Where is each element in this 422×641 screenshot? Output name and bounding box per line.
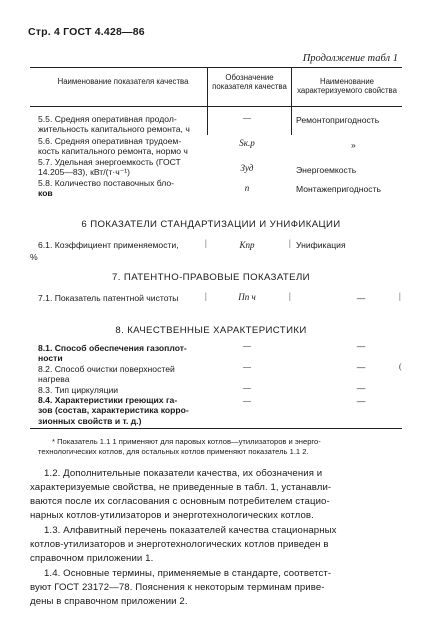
row-6-1-property: Унификация — [296, 240, 346, 250]
row-5-8-property: Монтажепригодность — [296, 184, 381, 194]
row-8-2-property: — — [356, 362, 366, 372]
row-7-1-property: — — [356, 293, 366, 303]
section-6-title: 6 ПОКАЗАТЕЛИ СТАНДАРТИЗАЦИИ И УНИФИКАЦИИ — [81, 219, 341, 230]
row-8-3-symbol: — — [242, 383, 251, 393]
row-6-1-bar-left: | — [205, 238, 207, 248]
row-7-1-name: 7.1. Показатель патентной чистоты — [38, 293, 179, 303]
row-7-1-bar-edge: | — [399, 291, 401, 301]
paragraph-1-3: 1.3. Алфавитный перечень показателей качества стационарных котлов-утилизаторов и энерготехнологических котлов приведен в справочном приложении 1. — [30, 525, 337, 564]
row-6-1-symbol: Кпр — [239, 240, 255, 250]
row-5-6-symbol: Sк.р — [239, 138, 255, 148]
row-6-1-unit: % — [30, 252, 38, 262]
column-header-name: Наименование показателя качества — [57, 77, 189, 86]
row-8-4-symbol: — — [242, 396, 251, 406]
row-5-8-name: 5.8. Количество поставочных бло- ков — [38, 178, 175, 199]
row-5-6-name: 5.6. Средняя оперативная трудоем- кость капитального ремонта, нормо ч — [38, 136, 188, 157]
paragraph-1-2: 1.2. Дополнительные показатели качества, их обозначения и характеризуемые свойства, не приведенные в табл. 1, устанавли- ваются после их согласования с основным потребителем стацио- нарных котлов-утилизаторов и энерготехнологических котлов. — [30, 468, 332, 521]
row-5-6-property: » — [351, 140, 356, 150]
table-bottom-rule — [30, 428, 402, 429]
row-8-2-symbol: — — [242, 362, 251, 372]
row-5-7-property: Энергоемкость — [296, 165, 357, 175]
row-5-5-property: Ремонтопригодность — [296, 115, 380, 125]
row-8-3-property: — — [356, 383, 366, 393]
row-6-1-bar-right: | — [289, 238, 291, 248]
row-5-7-name: 5.7. Удельная энергоемкость (ГОСТ 14.205—83), кВт/(т·ч⁻¹) — [38, 157, 181, 178]
paragraph-1-4: 1.4. Основные термины, применяемые в стандарте, соответст- вуют ГОСТ 23172—78. Пояснения к некоторым терминам приве- дены в справочном приложении 2. — [30, 568, 332, 607]
table-top-rule — [30, 67, 402, 68]
table-header-rule — [30, 106, 402, 107]
footnote: * Показатель 1.1 1 применяют для паровых котлов—утилизаторов и энерго- технологических котлов, для остальных котлов применяют показатель 1.1 2. — [38, 437, 321, 456]
section-7-title: 7. ПАТЕНТНО-ПРАВОВЫЕ ПОКАЗАТЕЛИ — [112, 272, 310, 283]
row-8-1-property: — — [356, 341, 366, 351]
page-header: Стр. 4 ГОСТ 4.428—86 — [28, 26, 145, 38]
column-divider-1 — [207, 67, 208, 135]
row-8-4-property: — — [356, 396, 366, 406]
row-7-1-symbol: Пп ч — [238, 292, 256, 302]
row-8-3-name: 8.3. Тип циркуляции — [38, 385, 119, 395]
row-8-2-bar-edge: ( — [399, 362, 402, 371]
row-8-2-name: 8.2. Способ очистки поверхностей нагрева — [38, 364, 175, 385]
row-6-1-name: 6.1. Коэффициент применяемости, — [38, 240, 179, 250]
row-5-7-symbol: Зуд — [240, 163, 254, 173]
column-header-symbol: Обозначение показателя качества — [212, 73, 287, 91]
row-5-5-symbol: — — [242, 113, 251, 123]
row-8-1-symbol: — — [242, 341, 251, 351]
row-8-4-name: 8.4. Характеристики греющих га- зов (состав, характеристика корро- зионных свойств и т. д.) — [38, 395, 189, 426]
row-8-1-name: 8.1. Способ обеспечения газоплот- ности — [38, 343, 187, 364]
row-5-5-name: 5.5. Средняя оперативная продол- жительность капитального ремонта, ч — [38, 114, 190, 135]
column-header-property: Наименование характеризуемого свойства — [297, 77, 397, 95]
column-divider-2 — [291, 67, 292, 135]
row-7-1-bar-left: | — [205, 291, 207, 301]
row-7-1-bar-right: | — [289, 291, 291, 301]
row-5-8-symbol: n — [244, 183, 250, 193]
table-continuation-label: Продолжение табл 1 — [302, 53, 398, 64]
section-8-title: 8. КАЧЕСТВЕННЫЕ ХАРАКТЕРИСТИКИ — [115, 325, 307, 336]
